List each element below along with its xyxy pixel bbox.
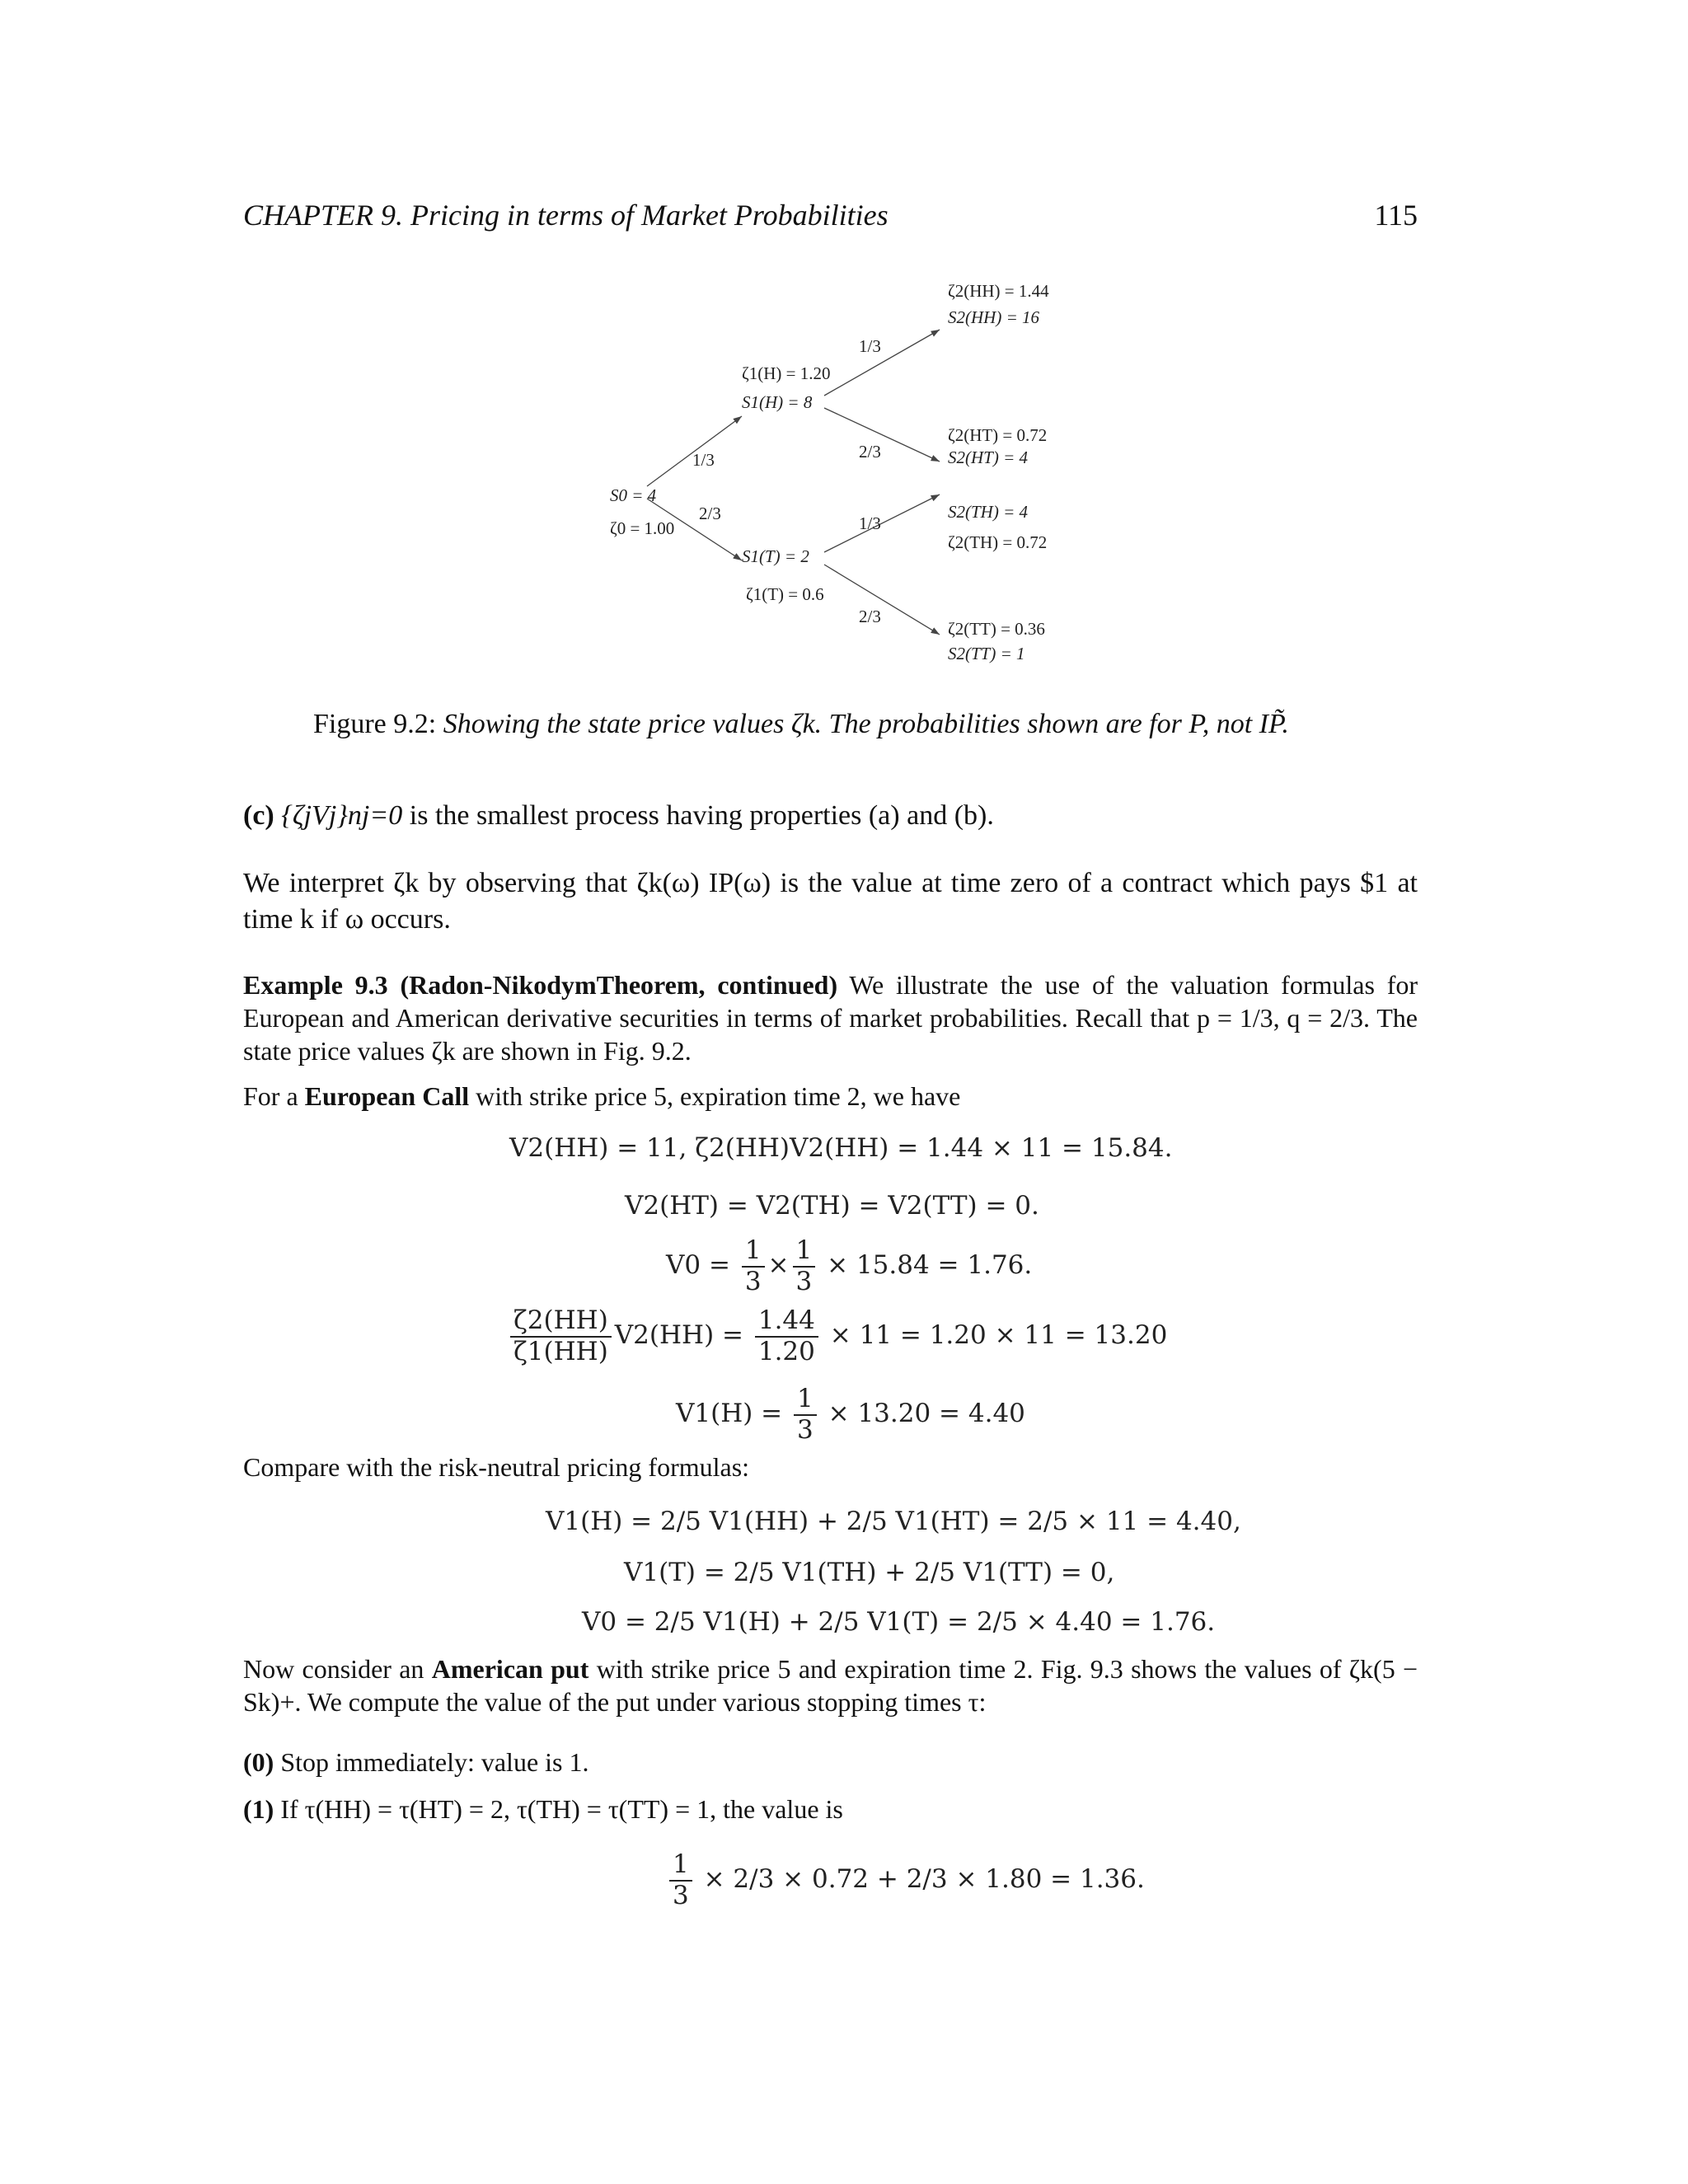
risk-neutral-eq-1: V1(H) = 2/5 V1(HH) + 2/5 V1(HT) = 2/5 × 11 = 4.40, [546, 1507, 1241, 1536]
interpretation-paragraph: We interpret ζk by observing that ζk(ω) IP(ω) is the value at time zero of a contract which pays $1 at time k if ω occurs. [243, 868, 1418, 935]
stop0-text: Stop immediately: value is 1. [280, 1747, 589, 1777]
binomial-tree-figure [577, 272, 1104, 684]
stop1-text: If τ(HH) = τ(HT) = 2, τ(TH) = τ(TT) = 1, the value is [280, 1794, 843, 1824]
node-root-s: S0 = 4 [610, 485, 657, 505]
eq4-mid: V2(HH) = [614, 1320, 743, 1351]
caption-text: Showing the state price values ζk. The probabilities shown are for P, not IP̃. [443, 709, 1289, 739]
example-title: Example 9.3 (Radon-NikodymTheorem, continued) [243, 970, 838, 1000]
node-hh-s: S2(HH) = 16 [948, 307, 1039, 327]
node-h-s: S1(H) = 8 [742, 392, 813, 412]
equation-3: V0 = $\frac{1}{3}$ × $\frac{1}{3}$ × 15.84 = 1.76. [666, 1235, 1033, 1296]
equation-4 [507, 1306, 1167, 1366]
prob-root-down: 2/3 [699, 504, 721, 523]
node-tt-zeta: ζ2(TT) = 0.36 [948, 619, 1045, 639]
american-put-paragraph [243, 1652, 1418, 1718]
item-c-text: is the smallest process having properties (a) and (b). [409, 800, 994, 831]
equation-5 [676, 1385, 1025, 1445]
edge-h-ht [824, 408, 940, 462]
prob-root-up: 1/3 [692, 450, 715, 470]
figure-caption [313, 709, 1289, 740]
item-c-math: {ζjVj}nj=0 [281, 800, 403, 831]
example-text: We illustrate the use of the valuation formulas for European and American derivative securities in terms of market probabilities. Recall that p = 1/3, q = 2/3. The state price values ζk are shown in Fig. 9.2. [243, 970, 1418, 1066]
eq3-rhs: × 15.84 = 1.76. [827, 1250, 1033, 1281]
node-tt-s: S2(TT) = 1 [948, 644, 1025, 663]
edge-t-tt [824, 565, 940, 635]
eq5-frac: $\frac{1}{3}$ [794, 1385, 817, 1445]
eq3-frac-a: $\frac{1}{3}$ [742, 1236, 765, 1296]
european-call-intro [243, 1080, 1418, 1113]
amer-post: with strike price 5 and expiration time 2. Fig. 9.3 shows the values of ζk(5 − Sk)+. We compute the value of the put under various stopping times τ: [243, 1654, 1418, 1717]
eq4-rhs: × 11 = 1.20 × 11 = 13.20 [829, 1320, 1168, 1351]
item-c-label: (c) [243, 800, 274, 831]
amer-pre: Now consider an [243, 1654, 424, 1684]
prob-t-down: 2/3 [859, 607, 881, 626]
eq3-lhs: V0 = [666, 1250, 730, 1281]
equation-2: V2(HT) = V2(TH) = V2(TT) = 0. [625, 1191, 1039, 1221]
risk-neutral-eq-2: V1(T) = 2/5 V1(TH) + 2/5 V1(TT) = 0, [624, 1558, 1115, 1587]
edge-h-hh [824, 330, 940, 396]
prob-h-down: 2/3 [859, 442, 881, 462]
stopping-item-1 [243, 1793, 1418, 1825]
node-t-zeta: ζ1(T) = 0.6 [746, 584, 824, 604]
node-h-zeta: ζ1(H) = 1.20 [742, 363, 831, 383]
node-root-zeta: ζ0 = 1.00 [610, 518, 675, 538]
item-c [243, 798, 1418, 834]
eq4-value-frac: $\frac{1.44}{1.20}$ [755, 1306, 818, 1366]
euro-pre: For a [243, 1081, 298, 1111]
node-th-s: S2(TH) = 4 [948, 502, 1029, 522]
euro-post: with strike price 5, expiration time 2, we have [476, 1081, 961, 1111]
caption-label: Figure 9.2: [313, 709, 437, 739]
final-rhs: × 2/3 × 0.72 + 2/3 × 1.80 = 1.36. [703, 1864, 1145, 1895]
eq5-lhs: V1(H) = [676, 1399, 783, 1429]
equation-1: V2(HH) = 11, ζ2(HH)V2(HH) = 1.44 × 11 = 15.84. [509, 1133, 1173, 1163]
euro-bold: European Call [304, 1081, 470, 1111]
chapter-title: CHAPTER 9. Pricing in terms of Market Probabilities [243, 199, 889, 232]
final-equation [666, 1850, 1145, 1910]
stop1-label: (1) [243, 1794, 274, 1824]
node-ht-s: S2(HT) = 4 [948, 448, 1029, 467]
edge-t-th [824, 494, 940, 552]
example-paragraph [243, 968, 1418, 1067]
prob-h-up: 1/3 [859, 336, 881, 356]
node-ht-zeta: ζ2(HT) = 0.72 [948, 425, 1048, 445]
compare-text: Compare with the risk-neutral pricing formulas: [243, 1452, 750, 1482]
eq4-zeta-frac: $\frac{\zeta 2(HH)}{\zeta 1(HH)}$ [510, 1306, 612, 1366]
eq5-rhs: × 13.20 = 4.40 [828, 1399, 1025, 1429]
risk-neutral-eq-3: V0 = 2/5 V1(H) + 2/5 V1(T) = 2/5 × 4.40 = 1.76. [582, 1607, 1216, 1637]
node-hh-zeta: ζ2(HH) = 1.44 [948, 281, 1049, 301]
amer-bold: American put [431, 1654, 589, 1684]
final-frac: $\frac{1}{3}$ [669, 1850, 692, 1910]
node-th-zeta: ζ2(TH) = 0.72 [948, 532, 1048, 552]
stop0-label: (0) [243, 1747, 274, 1777]
page-number: 115 [1374, 199, 1418, 232]
eq3-frac-b: $\frac{1}{3}$ [793, 1236, 816, 1296]
prob-t-up: 1/3 [859, 513, 881, 533]
stopping-item-0 [243, 1746, 1418, 1779]
node-t-s: S1(T) = 2 [742, 546, 809, 566]
running-header [243, 198, 1418, 232]
